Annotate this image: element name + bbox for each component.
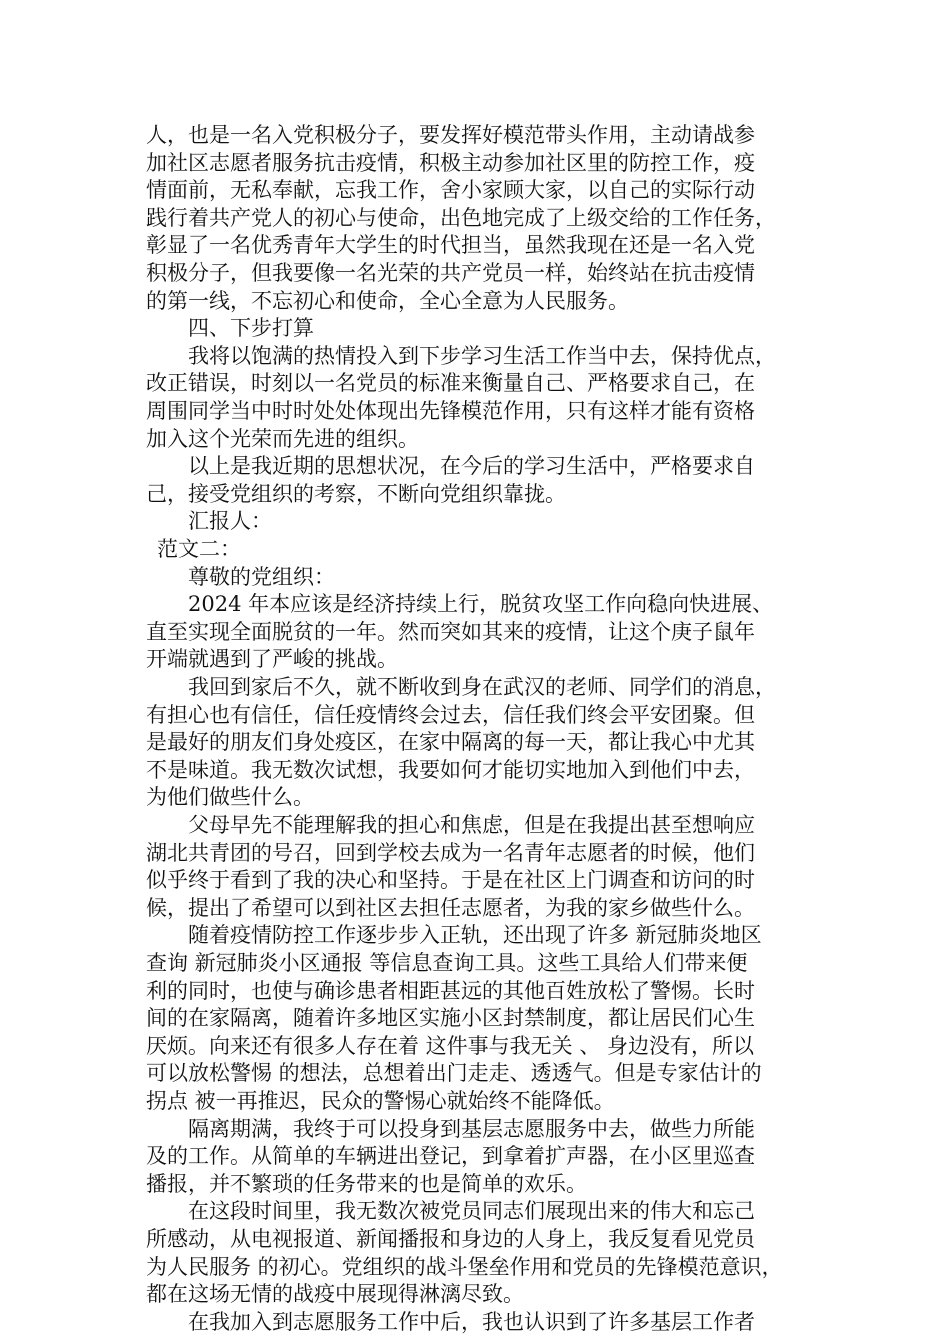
text-line: 及的工作。从简单的车辆进出登记，到拿着扩声器，在小区里巡查: [146, 1144, 755, 1168]
paragraph-first-line: 我回到家后不久，就不断收到身在武汉的老师、同学们的消息，: [188, 675, 776, 699]
text-line: 范文二：: [157, 537, 241, 561]
paragraph-first-line: 在这段时间里，我无数次被党员同志们展现出来的伟大和忘己: [188, 1199, 755, 1223]
paragraph-first-line: 以上是我近期的思想状况，在今后的学习生活中，严格要求自: [188, 454, 755, 478]
text-line: 的第一线，不忘初心和使命，全心全意为人民服务。: [146, 289, 629, 313]
text-line: 情面前，无私奉献，忘我工作，舍小家顾大家，以自己的实际行动: [146, 178, 755, 202]
text-line: 己，接受党组织的考察，不断向党组织靠拢。: [146, 482, 566, 506]
text-line: 为人民服务 的初心。党组织的战斗堡垒作用和党员的先锋模范意识，: [146, 1255, 783, 1279]
paragraph-first-line: 隔离期满，我终于可以投身到基层志愿服务中去，做些力所能: [188, 1117, 755, 1141]
text-line: 似乎终于看到了我的决心和坚持。于是在社区上门调查和访问的时: [146, 868, 755, 892]
text-line: 候，提出了希望可以到社区去担任志愿者，为我的家乡做些什么。: [146, 896, 755, 920]
paragraph-first-line: 2024 年本应该是经济持续上行，脱贫攻坚工作向稳向快进展、: [188, 592, 774, 616]
text-line: 都在这场无情的战疫中展现得淋漓尽致。: [146, 1282, 524, 1306]
paragraph-first-line: 父母早先不能理解我的担心和焦虑，但是在我提出甚至想响应: [188, 813, 755, 837]
text-line: 是最好的朋友们身处疫区，在家中隔离的每一天，都让我心中尤其: [146, 730, 755, 754]
text-line: 间的在家隔离，随着许多地区实施小区封禁制度，都让居民们心生: [146, 1006, 755, 1030]
text-line: 加入这个光荣而先进的组织。: [146, 427, 419, 451]
text-line: 改正错误，时刻以一名党员的标准来衡量自己、严格要求自己，在: [146, 371, 755, 395]
text-line: 开端就遇到了严峻的挑战。: [146, 647, 398, 671]
text-line: 湖北共青团的号召，回到学校去成为一名青年志愿者的时候，他们: [146, 841, 755, 865]
text-line: 所感动，从电视报道、新闻播报和身边的人身上，我反复看见党员: [146, 1227, 755, 1251]
text-line: 彰显了一名优秀青年大学生的时代担当，虽然我现在还是一名入党: [146, 233, 755, 257]
text-line: 直至实现全面脱贫的一年。然而突如其来的疫情，让这个庚子鼠年: [146, 620, 755, 644]
text-line: 不是味道。我无数次试想，我要如何才能切实地加入到他们中去，: [146, 758, 755, 782]
paragraph-first-line: 汇报人：: [188, 509, 272, 533]
text-line: 查询 新冠肺炎小区通报 等信息查询工具。这些工具给人们带来便: [146, 951, 748, 975]
text-line: 拐点 被一再推迟，民众的警惕心就始终不能降低。: [146, 1089, 615, 1113]
text-line: 人，也是一名入党积极分子，要发挥好模范带头作用，主动请战参: [146, 123, 755, 147]
text-line: 利的同时，也使与确诊患者相距甚远的其他百姓放松了警惕。长时: [146, 979, 755, 1003]
paragraph-first-line: 四、下步打算: [188, 316, 314, 340]
paragraph-first-line: 在我加入到志愿服务工作中后，我也认识到了许多基层工作者: [188, 1310, 755, 1334]
text-line: 周围同学当中时时处处体现出先锋模范作用，只有这样才能有资格: [146, 399, 755, 423]
text-line: 践行着共产党人的初心与使命，出色地完成了上级交给的工作任务，: [146, 206, 776, 230]
text-line: 加社区志愿者服务抗击疫情，积极主动参加社区里的防控工作，疫: [146, 151, 755, 175]
paragraph-first-line: 尊敬的党组织：: [188, 565, 335, 589]
text-line: 播报，并不繁琐的任务带来的也是简单的欢乐。: [146, 1172, 587, 1196]
text-line: 有担心也有信任，信任疫情终会过去，信任我们终会平安团聚。但: [146, 703, 755, 727]
paragraph-first-line: 随着疫情防控工作逐步步入正轨，还出现了许多 新冠肺炎地区: [188, 923, 762, 947]
text-line: 可以放松警惕 的想法，总想着出门走走、透透气。但是专家估计的: [146, 1061, 762, 1085]
text-line: 为他们做些什么。: [146, 785, 314, 809]
paragraph-first-line: 我将以饱满的热情投入到下步学习生活工作当中去，保持优点，: [188, 344, 776, 368]
text-line: 积极分子，但我要像一名光荣的共产党员一样，始终站在抗击疫情: [146, 261, 755, 285]
text-line: 厌烦。向来还有很多人存在着 这件事与我无关 、 身边没有，所以: [146, 1034, 755, 1058]
